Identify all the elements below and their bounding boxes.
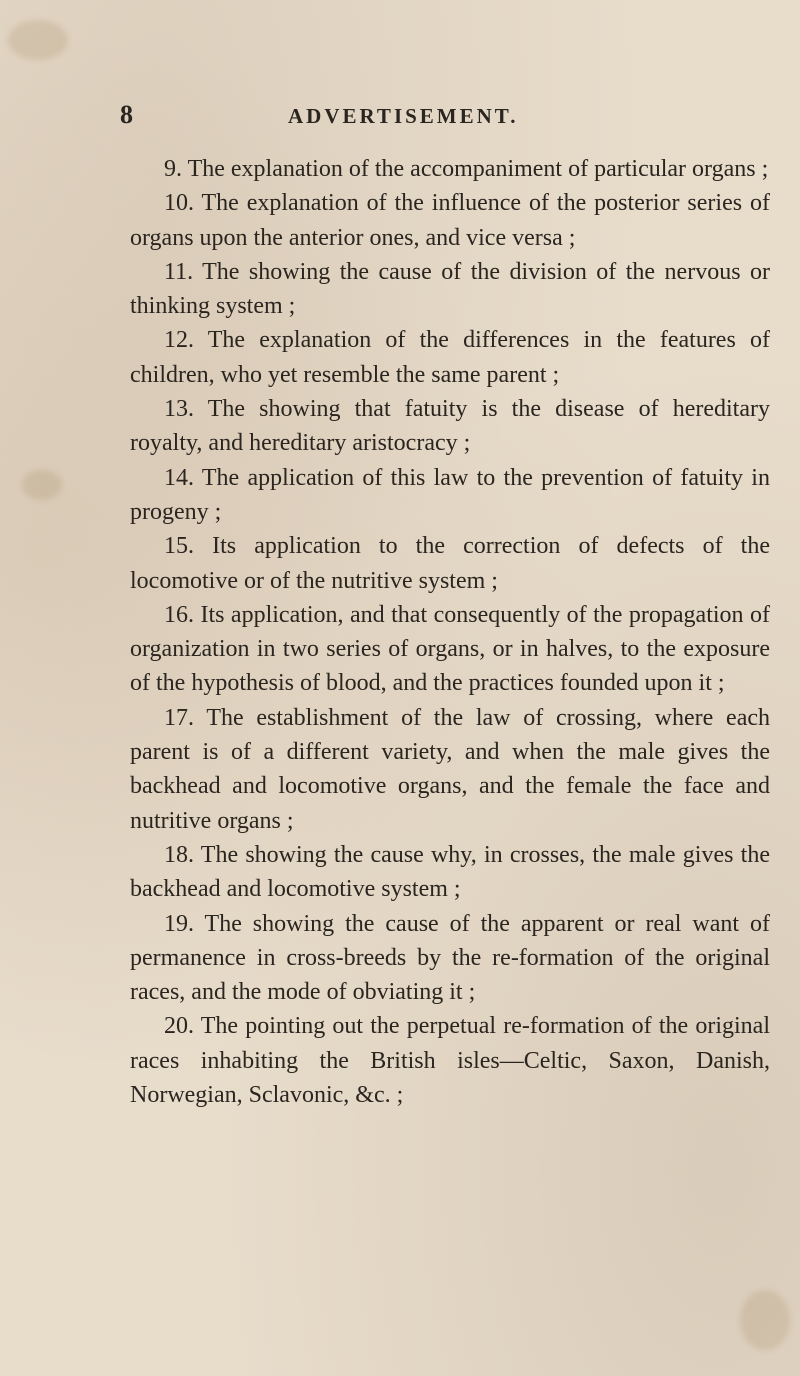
item-number: 17. [164, 704, 194, 731]
item-text: Its application, and that consequently of the propagation of organization in two series of organs, or in halves, to the exposure of the hypothesis of blood, and the practices founded upon it ; [130, 601, 771, 697]
item-number: 12. [164, 327, 194, 354]
item-number: 14. [164, 464, 194, 491]
item-number: 9. [164, 156, 182, 182]
item-number: 18. [164, 841, 194, 868]
item-number: 20. [164, 1013, 194, 1040]
running-head [120, 100, 760, 136]
item-number: 16. [164, 601, 194, 628]
list-item [130, 907, 770, 1010]
list-item [130, 323, 770, 392]
paper-stain [8, 20, 68, 60]
item-number: 10. [164, 190, 194, 217]
item-number: 13. [164, 396, 194, 423]
header-title: ADVERTISEMENT. [288, 104, 519, 128]
page-number: 8 [120, 100, 134, 129]
list-item [130, 152, 770, 186]
list-item [130, 1009, 770, 1112]
list-item [130, 255, 770, 324]
item-text: Its application to the correction of defects of the locomotive or of the nutritive system ; [130, 533, 770, 594]
item-text: The showing the cause of the apparent or real want of permanence in cross-breeds by the re-formation of the original races, and the mode of obviating it ; [130, 910, 770, 1006]
paper-stain [22, 470, 62, 500]
item-text: The pointing out the perpetual re-formation of the original races inhabiting the British isles—Celtic, Saxon, Danish, Norwegian, Sclavonic, &c. ; [130, 1013, 770, 1109]
list-item [130, 392, 770, 461]
item-text: The explanation of the accompaniment of particular organs ; [187, 156, 769, 182]
list-item [130, 529, 770, 598]
list-item [130, 598, 770, 701]
paper-stain [740, 1290, 790, 1350]
item-text: The explanation of the differences in the features of children, who yet resemble the same parent ; [130, 327, 770, 388]
item-text: The showing the cause of the division of the nervous or thinking system ; [130, 258, 770, 320]
item-text: The showing the cause why, in crosses, the male gives the backhead and locomotive system ; [130, 841, 770, 903]
item-number: 19. [164, 910, 194, 937]
list-item [130, 186, 770, 255]
item-number: 11. [164, 258, 194, 285]
item-number: 15. [164, 533, 194, 560]
item-text: The establishment of the law of crossing, where each parent is of a different variety, and when the male gives the backhead and locomotive organs, and the female the face and nutritive organs ; [130, 704, 770, 834]
list-item [130, 701, 770, 838]
item-text: The application of this law to the prevention of fatuity in progeny ; [130, 464, 770, 525]
advertisement-list [130, 152, 770, 1112]
list-item [130, 461, 770, 530]
list-item [130, 838, 770, 907]
item-text: The showing that fatuity is the disease of hereditary royalty, and hereditary aristocracy ; [130, 396, 770, 457]
item-text: The explanation of the influence of the posterior series of organs upon the anterior ones, and vice versa ; [130, 190, 770, 251]
